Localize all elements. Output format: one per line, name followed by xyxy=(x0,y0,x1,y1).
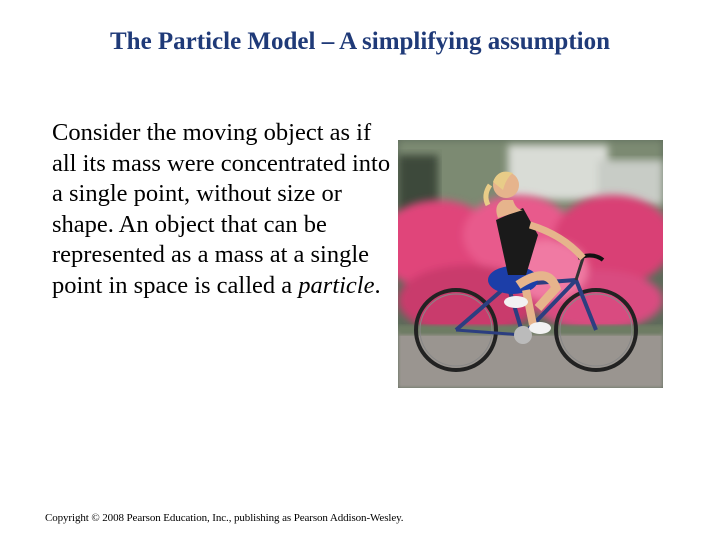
slide-title: The Particle Model – A simplifying assumption xyxy=(109,28,611,55)
body-text-end: . xyxy=(374,271,381,299)
body-text-main: Consider the moving object as if all its mass were concentrated into a single point, without size or shape. An object that can be represented as a mass at a single point in space is called a xyxy=(52,119,391,299)
copyright-footer: Copyright © 2008 Pearson Education, Inc., publishing as Pearson Addison-Wesley. xyxy=(45,512,404,524)
body-paragraph xyxy=(52,118,392,301)
body-text-emphasis: particle xyxy=(298,271,375,299)
cyclist-photo xyxy=(398,140,663,388)
